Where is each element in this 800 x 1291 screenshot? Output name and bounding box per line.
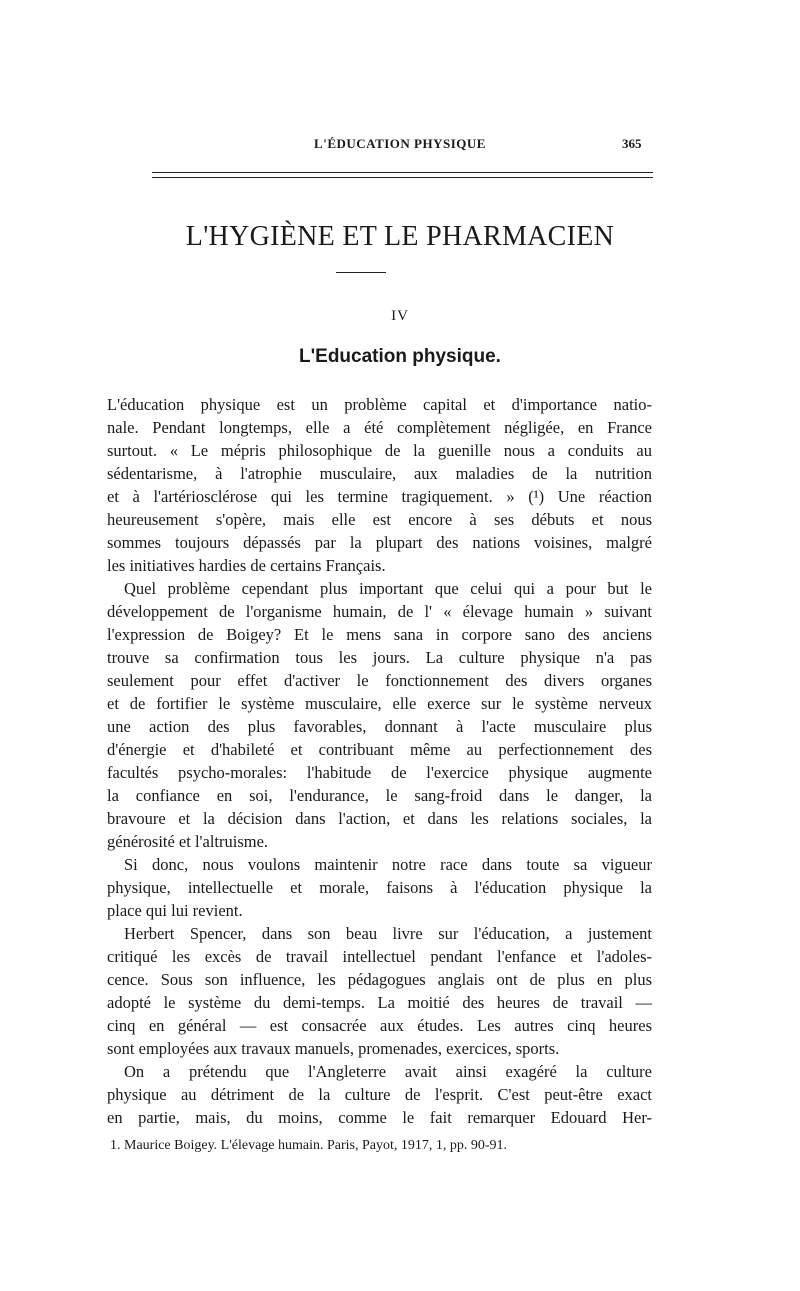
paragraph bbox=[90, 577, 652, 853]
text-line: cinq en général — est consacrée aux études. Les autres cinq heures bbox=[107, 1016, 652, 1035]
text-line: critiqué les excès de travail intellectuel pendant l'enfance et l'adoles- bbox=[107, 947, 652, 966]
section-title: L'Education physique. bbox=[299, 346, 501, 367]
paragraph bbox=[90, 853, 652, 922]
text-line: et à l'artériosclérose qui les termine tragiquement. » (¹) Une réaction bbox=[107, 487, 652, 506]
text-line: l'expression de Boigey? Et le mens sana in corpore sano des anciens bbox=[107, 625, 652, 644]
text-line: trouve sa confirmation tous les jours. La culture physique n'a pas bbox=[107, 648, 652, 667]
chapter-number: IV bbox=[391, 308, 409, 324]
text-line: générosité et l'altruisme. bbox=[107, 832, 269, 851]
text-line: et de fortifier le système musculaire, elle exerce sur le système nerveux bbox=[107, 694, 652, 713]
text-line: surtout. « Le mépris philosophique de la guenille nous a conduits au bbox=[107, 441, 652, 460]
text-line: L'éducation physique est un problème capital et d'importance natio- bbox=[107, 395, 652, 414]
paragraph bbox=[90, 922, 652, 1060]
text-line: On a prétendu que l'Angleterre avait ainsi exagéré la culture bbox=[124, 1062, 652, 1081]
text-line: la confiance en soi, l'endurance, le sang-froid dans le danger, la bbox=[107, 786, 652, 805]
text-line: d'énergie et d'habileté et contribuant même au perfectionnement des bbox=[107, 740, 652, 759]
article-title: L'HYGIÈNE ET LE PHARMACIEN bbox=[185, 221, 615, 252]
text-line: développement de l'organisme humain, de l' « élevage humain » suivant bbox=[107, 602, 652, 621]
page-number: 365 bbox=[622, 136, 642, 151]
text-line: les initiatives hardies de certains Français. bbox=[107, 556, 386, 575]
running-head bbox=[0, 136, 800, 154]
footnote: 1. Maurice Boigey. L'élevage humain. Paris, Payot, 1917, 1, pp. 90-91. bbox=[110, 1138, 508, 1153]
body-text bbox=[90, 393, 652, 1129]
paragraph bbox=[90, 393, 652, 577]
header-double-rule bbox=[152, 172, 653, 178]
text-line: bravoure et la décision dans l'action, et dans les relations sociales, la bbox=[107, 809, 652, 828]
text-line: Quel problème cependant plus important que celui qui a pour but le bbox=[124, 579, 652, 598]
text-line: physique, intellectuelle et morale, faisons à l'éducation physique la bbox=[107, 878, 652, 897]
title-divider bbox=[336, 272, 386, 273]
text-line: physique au détriment de la culture de l'esprit. C'est peut-être exact bbox=[107, 1085, 652, 1104]
text-line: une action des plus favorables, donnant à l'acte musculaire plus bbox=[107, 717, 652, 736]
text-line: cence. Sous son influence, les pédagogues anglais ont de plus en plus bbox=[107, 970, 652, 989]
paragraph bbox=[90, 1060, 652, 1129]
text-line: adopté le système du demi-temps. La moitié des heures de travail — bbox=[107, 993, 652, 1012]
text-line: Herbert Spencer, dans son beau livre sur l'éducation, a justement bbox=[124, 924, 652, 943]
text-line: heureusement s'opère, mais elle est encore à ses débuts et nous bbox=[107, 510, 652, 529]
text-line: place qui lui revient. bbox=[107, 901, 243, 920]
text-line: Si donc, nous voulons maintenir notre race dans toute sa vigueur bbox=[124, 855, 652, 874]
text-line: nale. Pendant longtemps, elle a été complètement négligée, en France bbox=[107, 418, 652, 437]
text-line: seulement pour effet d'activer le fonctionnement des divers organes bbox=[107, 671, 652, 690]
running-head-title: L'ÉDUCATION PHYSIQUE bbox=[314, 136, 486, 151]
text-line: en partie, mais, du moins, comme le fait remarquer Edouard Her- bbox=[107, 1108, 652, 1127]
text-line: sédentarisme, à l'atrophie musculaire, aux maladies de la nutrition bbox=[107, 464, 652, 483]
text-line: sont employées aux travaux manuels, promenades, exercices, sports. bbox=[107, 1039, 560, 1058]
text-line: facultés psycho-morales: l'habitude de l'exercice physique augmente bbox=[107, 763, 652, 782]
text-line: sommes toujours dépassés par la plupart des nations voisines, malgré bbox=[107, 533, 652, 552]
